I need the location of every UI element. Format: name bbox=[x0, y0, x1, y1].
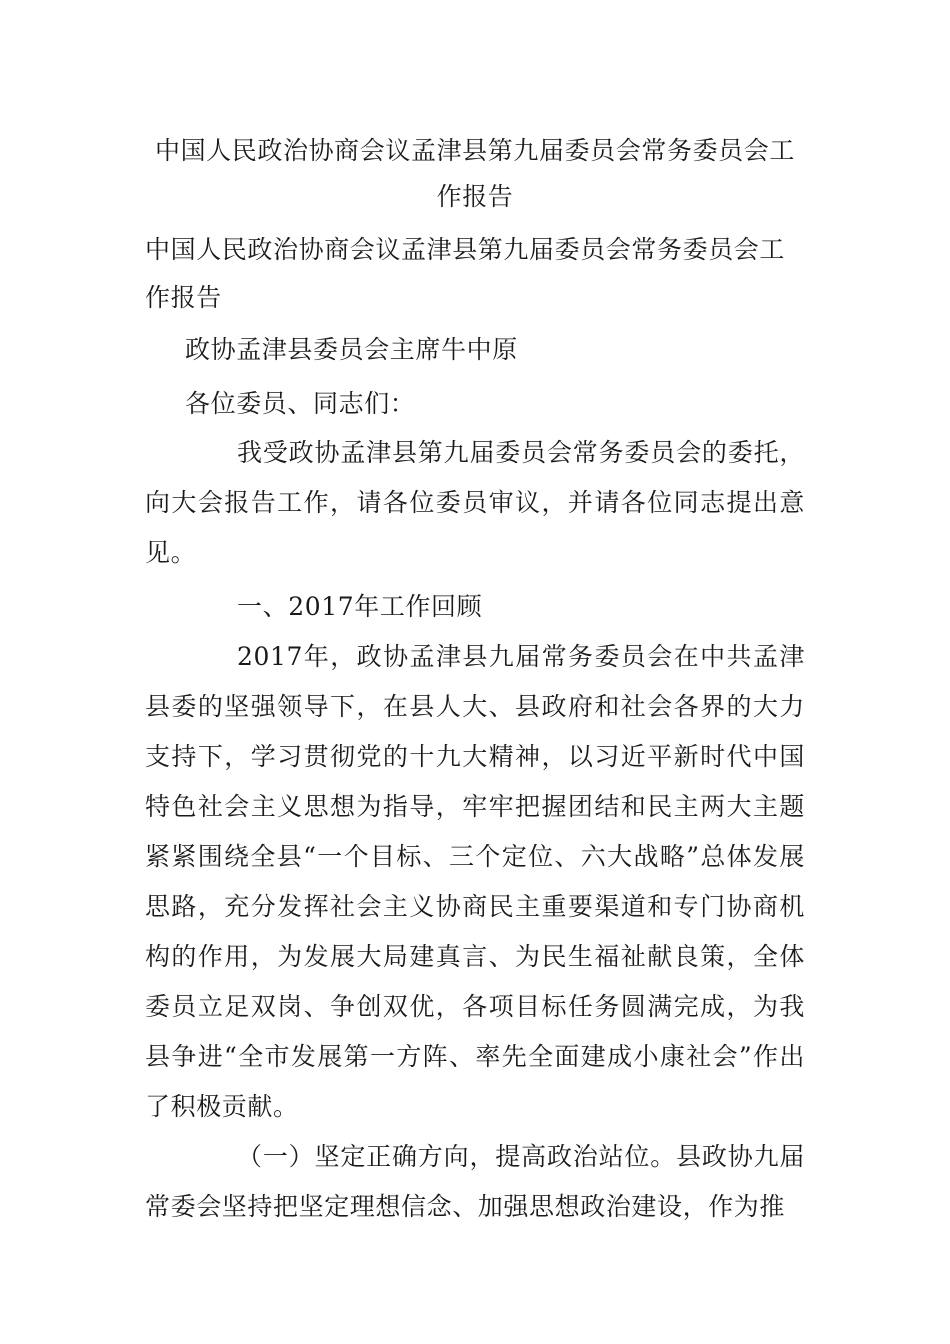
document-page bbox=[145, 128, 805, 1232]
section-paragraph: 2017年，政协孟津县九届常务委员会在中共孟津县委的坚强领导下，在县人大、县政府和社会各界的大力支持下，学习贯彻党的十九大精神，以习近平新时代中国特色社会主义思想为指导，牢牢把握团结和民主两大主题紧紧围绕全县“一个目标、三个定位、六大战略”总体发展思路，充分发挥社会主义协商民主重要渠道和专门协商机构的作用，为发展大局建真言、为民生福祉献良策，全体委员立足双岗、争创双优，各项目标任务圆满完成，为我县争进“全市发展第一方阵、率先全面建成小康社会”作出了积极贡献。 bbox=[145, 642, 805, 1121]
document-title: 中国人民政治协商会议孟津县第九届委员会常务委员会工作报告 bbox=[154, 136, 795, 211]
section-heading: 一、2017年工作回顾 bbox=[237, 592, 483, 621]
author-line: 政协孟津县委员会主席牛中原 bbox=[185, 335, 518, 364]
subsection-paragraph: （一）坚定正确方向，提高政治站位。县政协九届常委会坚持把坚定理想信念、加强思想政治建设，作为推 bbox=[145, 1142, 805, 1221]
document-subtitle: 中国人民政治协商会议孟津县第九届委员会常务委员会工作报告 bbox=[145, 235, 786, 312]
salutation: 各位委员、同志们： bbox=[185, 389, 416, 418]
intro-paragraph: 我受政协孟津县第九届委员会常务委员会的委托，向大会报告工作，请各位委员审议，并请各位同志提出意见。 bbox=[145, 438, 805, 567]
